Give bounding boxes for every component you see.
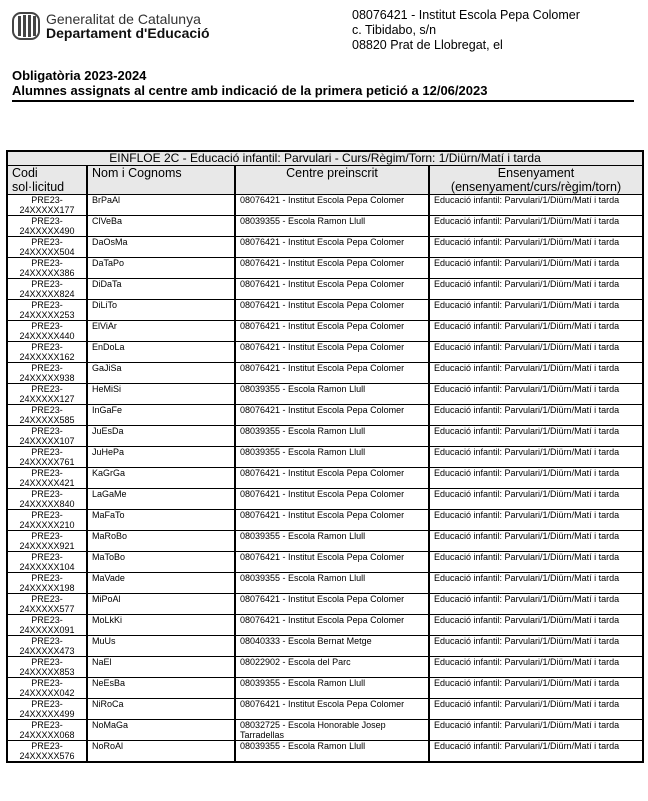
title-divider (12, 100, 634, 102)
cell-centre: 08032725 - Escola Honorable Josep Tarradellas (235, 720, 429, 741)
cell-nom: NoRoAl (87, 741, 235, 763)
report-subtitle: Alumnes assignats al centre amb indicació de la primera petició a 12/06/2023 (12, 83, 488, 98)
cell-nom: GaJiSa (87, 363, 235, 384)
table-row (7, 489, 643, 510)
cell-codi: PRE23- 24XXXXX473 (7, 636, 87, 657)
table-row (7, 510, 643, 531)
cell-codi: PRE23- 24XXXXX162 (7, 342, 87, 363)
table-row (7, 573, 643, 594)
cell-centre: 08076421 - Institut Escola Pepa Colomer (235, 552, 429, 573)
cell-ensenyament: Educació infantil: Parvulari/1/Diürn/Matí i tarda (429, 300, 643, 321)
cell-ensenyament: Educació infantil: Parvulari/1/Diürn/Matí i tarda (429, 447, 643, 468)
column-header-codi: Codi sol·licitud (7, 166, 87, 195)
cell-codi: PRE23- 24XXXXX938 (7, 363, 87, 384)
cell-ensenyament: Educació infantil: Parvulari/1/Diürn/Matí i tarda (429, 552, 643, 573)
cell-ensenyament: Educació infantil: Parvulari/1/Diürn/Matí i tarda (429, 279, 643, 300)
cell-centre: 08022902 - Escola del Parc (235, 657, 429, 678)
cell-ensenyament: Educació infantil: Parvulari/1/Diürn/Matí i tarda (429, 195, 643, 216)
group-title: EINFLOE 2C - Educació infantil: Parvulari - Curs/Règim/Torn: 1/Diürn/Matí i tarda (7, 151, 643, 166)
table-row (7, 447, 643, 468)
cell-centre: 08076421 - Institut Escola Pepa Colomer (235, 468, 429, 489)
cell-codi: PRE23- 24XXXXX421 (7, 468, 87, 489)
cell-centre: 08039355 - Escola Ramon Llull (235, 531, 429, 552)
cell-nom: NeEsBa (87, 678, 235, 699)
cell-centre: 08039355 - Escola Ramon Llull (235, 678, 429, 699)
cell-nom: InGaFe (87, 405, 235, 426)
cell-codi: PRE23- 24XXXXX042 (7, 678, 87, 699)
department-name: Departament d'Educació (46, 25, 210, 41)
table-row (7, 531, 643, 552)
cell-nom: ClVeBa (87, 216, 235, 237)
cell-nom: LaGaMe (87, 489, 235, 510)
cell-codi: PRE23- 24XXXXX921 (7, 531, 87, 552)
cell-centre: 08076421 - Institut Escola Pepa Colomer (235, 321, 429, 342)
cell-codi: PRE23- 24XXXXX210 (7, 510, 87, 531)
table-row (7, 552, 643, 573)
table-row (7, 237, 643, 258)
cell-ensenyament: Educació infantil: Parvulari/1/Diürn/Matí i tarda (429, 321, 643, 342)
cell-ensenyament: Educació infantil: Parvulari/1/Diürn/Matí i tarda (429, 426, 643, 447)
cell-centre: 08039355 - Escola Ramon Llull (235, 426, 429, 447)
school-city: 08820 Prat de Llobregat, el (352, 38, 503, 52)
cell-codi: PRE23- 24XXXXX068 (7, 720, 87, 741)
cell-nom: EnDoLa (87, 342, 235, 363)
cell-ensenyament: Educació infantil: Parvulari/1/Diürn/Matí i tarda (429, 636, 643, 657)
cell-codi: PRE23- 24XXXXX253 (7, 300, 87, 321)
cell-ensenyament: Educació infantil: Parvulari/1/Diürn/Matí i tarda (429, 363, 643, 384)
cell-centre: 08039355 - Escola Ramon Llull (235, 216, 429, 237)
cell-nom: MaVade (87, 573, 235, 594)
cell-centre: 08076421 - Institut Escola Pepa Colomer (235, 258, 429, 279)
cell-nom: NiRoCa (87, 699, 235, 720)
cell-ensenyament: Educació infantil: Parvulari/1/Diürn/Matí i tarda (429, 720, 643, 741)
table-row (7, 426, 643, 447)
cell-centre: 08076421 - Institut Escola Pepa Colomer (235, 300, 429, 321)
table-row (7, 468, 643, 489)
cell-ensenyament: Educació infantil: Parvulari/1/Diürn/Matí i tarda (429, 237, 643, 258)
cell-nom: HeMiSi (87, 384, 235, 405)
table-row (7, 363, 643, 384)
table-row (7, 279, 643, 300)
cell-centre: 08076421 - Institut Escola Pepa Colomer (235, 363, 429, 384)
cell-codi: PRE23- 24XXXXX840 (7, 489, 87, 510)
report-title: Obligatòria 2023-2024 (12, 68, 147, 83)
cell-nom: DiDaTa (87, 279, 235, 300)
cell-centre: 08040333 - Escola Bernat Metge (235, 636, 429, 657)
cell-centre: 08039355 - Escola Ramon Llull (235, 384, 429, 405)
table-row (7, 384, 643, 405)
cell-codi: PRE23- 24XXXXX490 (7, 216, 87, 237)
cell-nom: BrPaAl (87, 195, 235, 216)
cell-codi: PRE23- 24XXXXX761 (7, 447, 87, 468)
cell-ensenyament: Educació infantil: Parvulari/1/Diürn/Matí i tarda (429, 741, 643, 763)
cell-codi: PRE23- 24XXXXX504 (7, 237, 87, 258)
cell-codi: PRE23- 24XXXXX386 (7, 258, 87, 279)
cell-centre: 08076421 - Institut Escola Pepa Colomer (235, 489, 429, 510)
cell-codi: PRE23- 24XXXXX198 (7, 573, 87, 594)
cell-codi: PRE23- 24XXXXX585 (7, 405, 87, 426)
cell-codi: PRE23- 24XXXXX577 (7, 594, 87, 615)
cell-codi: PRE23- 24XXXXX091 (7, 615, 87, 636)
table-row (7, 636, 643, 657)
cell-nom: JuEsDa (87, 426, 235, 447)
column-header-nom: Nom i Cognoms (87, 166, 235, 195)
table-row (7, 720, 643, 741)
cell-ensenyament: Educació infantil: Parvulari/1/Diürn/Matí i tarda (429, 405, 643, 426)
table-row (7, 678, 643, 699)
assigned-students-table (6, 150, 644, 763)
cell-nom: MiPoAl (87, 594, 235, 615)
table-row (7, 321, 643, 342)
generalitat-logo-icon (12, 12, 40, 40)
cell-ensenyament: Educació infantil: Parvulari/1/Diürn/Matí i tarda (429, 573, 643, 594)
cell-centre: 08039355 - Escola Ramon Llull (235, 741, 429, 763)
cell-centre: 08076421 - Institut Escola Pepa Colomer (235, 405, 429, 426)
cell-ensenyament: Educació infantil: Parvulari/1/Diürn/Matí i tarda (429, 657, 643, 678)
cell-nom: DiLiTo (87, 300, 235, 321)
cell-centre: 08039355 - Escola Ramon Llull (235, 447, 429, 468)
cell-ensenyament: Educació infantil: Parvulari/1/Diürn/Matí i tarda (429, 594, 643, 615)
cell-nom: KaGrGa (87, 468, 235, 489)
cell-ensenyament: Educació infantil: Parvulari/1/Diürn/Matí i tarda (429, 678, 643, 699)
cell-ensenyament: Educació infantil: Parvulari/1/Diürn/Matí i tarda (429, 216, 643, 237)
cell-ensenyament: Educació infantil: Parvulari/1/Diürn/Matí i tarda (429, 510, 643, 531)
generalitat-logo (12, 12, 210, 40)
cell-ensenyament: Educació infantil: Parvulari/1/Diürn/Matí i tarda (429, 615, 643, 636)
cell-ensenyament: Educació infantil: Parvulari/1/Diürn/Matí i tarda (429, 342, 643, 363)
cell-centre: 08076421 - Institut Escola Pepa Colomer (235, 342, 429, 363)
cell-nom: DaOsMa (87, 237, 235, 258)
school-address (352, 8, 580, 53)
cell-ensenyament: Educació infantil: Parvulari/1/Diürn/Matí i tarda (429, 531, 643, 552)
table-row (7, 405, 643, 426)
cell-nom: NoMaGa (87, 720, 235, 741)
cell-nom: MaFaTo (87, 510, 235, 531)
table-row (7, 258, 643, 279)
cell-centre: 08076421 - Institut Escola Pepa Colomer (235, 615, 429, 636)
cell-nom: DaTaPo (87, 258, 235, 279)
cell-centre: 08076421 - Institut Escola Pepa Colomer (235, 237, 429, 258)
cell-nom: MoLkKi (87, 615, 235, 636)
table-row (7, 300, 643, 321)
table-row (7, 342, 643, 363)
table-row (7, 594, 643, 615)
report-titles (12, 68, 487, 98)
cell-nom: MaRoBo (87, 531, 235, 552)
cell-centre: 08076421 - Institut Escola Pepa Colomer (235, 279, 429, 300)
org-name: Generalitat de Catalunya (46, 11, 201, 27)
column-header-ensenyament: Ensenyament (ensenyament/curs/règim/torn) (429, 166, 643, 195)
cell-codi: PRE23- 24XXXXX177 (7, 195, 87, 216)
table-row (7, 615, 643, 636)
cell-centre: 08076421 - Institut Escola Pepa Colomer (235, 510, 429, 531)
column-header-centre: Centre preinscrit (235, 166, 429, 195)
cell-centre: 08076421 - Institut Escola Pepa Colomer (235, 594, 429, 615)
table-row (7, 699, 643, 720)
cell-codi: PRE23- 24XXXXX107 (7, 426, 87, 447)
school-name: 08076421 - Institut Escola Pepa Colomer (352, 8, 580, 22)
table-row (7, 195, 643, 216)
cell-ensenyament: Educació infantil: Parvulari/1/Diürn/Matí i tarda (429, 699, 643, 720)
cell-codi: PRE23- 24XXXXX853 (7, 657, 87, 678)
cell-nom: JuHePa (87, 447, 235, 468)
cell-codi: PRE23- 24XXXXX127 (7, 384, 87, 405)
cell-nom: MaToBo (87, 552, 235, 573)
cell-centre: 08076421 - Institut Escola Pepa Colomer (235, 195, 429, 216)
cell-codi: PRE23- 24XXXXX824 (7, 279, 87, 300)
cell-codi: PRE23- 24XXXXX104 (7, 552, 87, 573)
cell-codi: PRE23- 24XXXXX440 (7, 321, 87, 342)
cell-codi: PRE23- 24XXXXX499 (7, 699, 87, 720)
cell-nom: ElViAr (87, 321, 235, 342)
cell-centre: 08076421 - Institut Escola Pepa Colomer (235, 699, 429, 720)
cell-nom: NaEl (87, 657, 235, 678)
cell-ensenyament: Educació infantil: Parvulari/1/Diürn/Matí i tarda (429, 258, 643, 279)
table-row (7, 657, 643, 678)
school-street: c. Tibidabo, s/n (352, 23, 437, 37)
table-row (7, 216, 643, 237)
cell-ensenyament: Educació infantil: Parvulari/1/Diürn/Matí i tarda (429, 489, 643, 510)
cell-ensenyament: Educació infantil: Parvulari/1/Diürn/Matí i tarda (429, 384, 643, 405)
table-row (7, 741, 643, 763)
cell-nom: MuUs (87, 636, 235, 657)
cell-ensenyament: Educació infantil: Parvulari/1/Diürn/Matí i tarda (429, 468, 643, 489)
cell-codi: PRE23- 24XXXXX576 (7, 741, 87, 763)
cell-centre: 08039355 - Escola Ramon Llull (235, 573, 429, 594)
